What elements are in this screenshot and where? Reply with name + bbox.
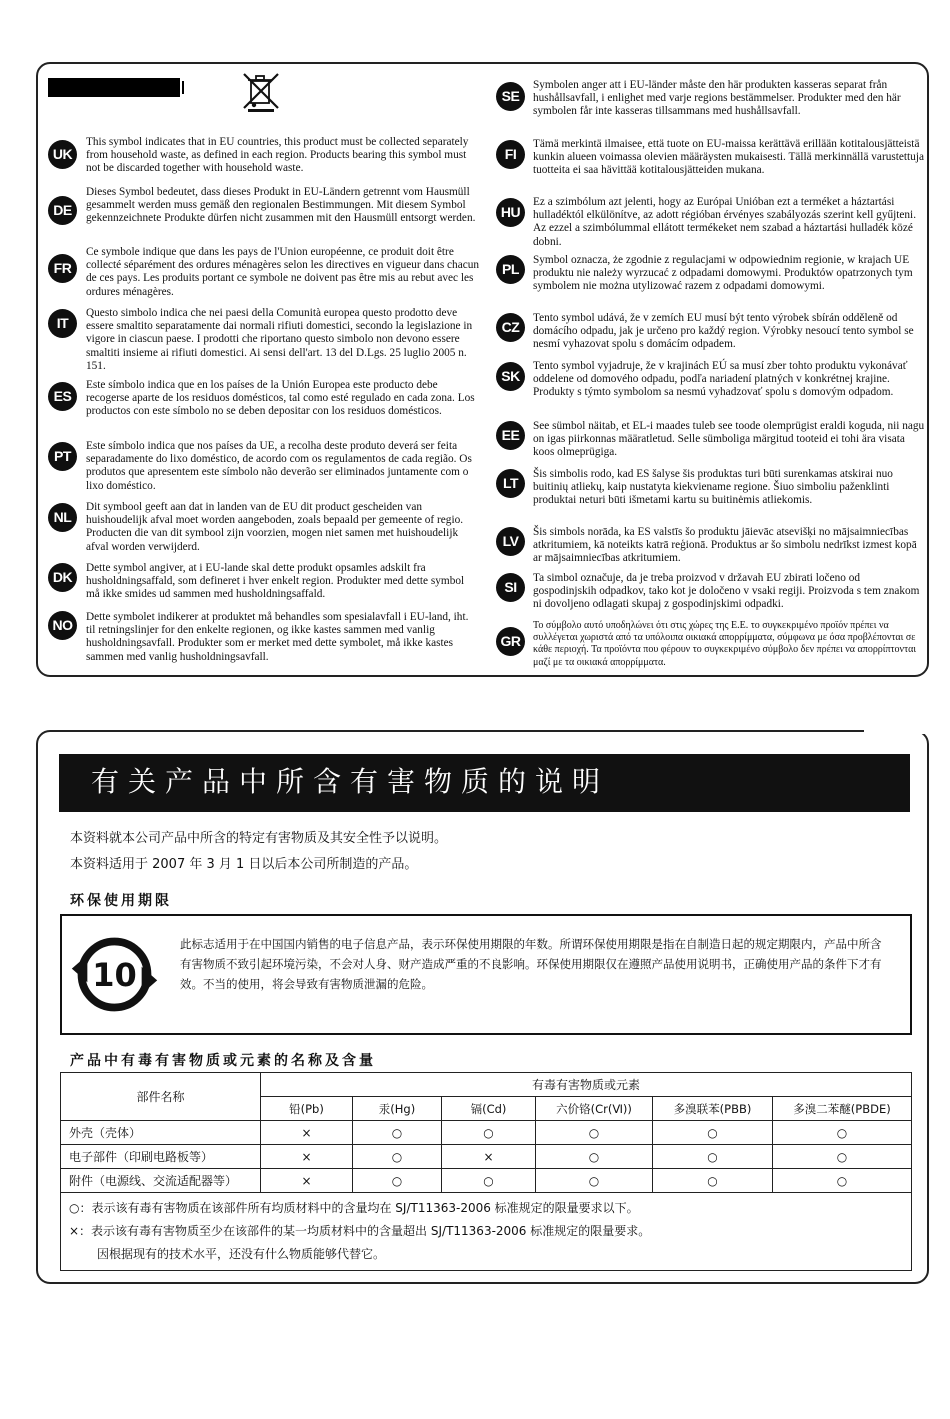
redacted-header-bar xyxy=(48,78,180,97)
mark-cell: ○ xyxy=(536,1121,653,1145)
mark-cell: × xyxy=(261,1121,353,1145)
mark-cell: ○ xyxy=(442,1121,536,1145)
part-name: 外壳（壳体） xyxy=(61,1121,261,1145)
rohs-title: 有关产品中所含有害物质的说明 xyxy=(91,765,610,798)
weee-text-pl: Symbol oznacza, że zgodnie z regulacjami w odpowiednim regionie, w krajach UE produktu nie należy wyrzucać z odpadami domowymi. Produktów opatrzonych tym symbolem nie można utylizować razem z odpadami domowymi. xyxy=(533,254,913,293)
weee-text-dk: Dette symbol angiver, at i EU-lande skal dette produkt opsamles adskilt fra husholdningsaffald, som defineret i hver enkelt region. Produkter med dette symbol må ikke smides ud sammen med husholdningsaffald. xyxy=(86,562,465,601)
substance-header-pb: 铅(Pb) xyxy=(261,1097,353,1121)
mark-cell: ○ xyxy=(536,1145,653,1169)
mark-cell: ○ xyxy=(773,1169,912,1193)
panel-border-gap xyxy=(864,728,934,734)
epup-logo-number: 10 xyxy=(92,956,137,995)
lang-badge-pl: PL xyxy=(496,255,525,284)
epup-10-year-logo-icon xyxy=(66,926,163,1023)
table-row xyxy=(61,1145,912,1169)
lang-badge-sk: SK xyxy=(496,362,525,391)
rohs-intro-1: 本资料就本公司产品中所含的特定有害物质及其安全性予以说明。 xyxy=(70,831,448,846)
weee-text-lt: Šis simbolis rodo, kad ES šalyse šis produktas turi būti surenkamas atskirai nuo buitinių atliekų, kaip nustatyta kiekviename regione. Šiuo simboliu paženklinti produktai neturi būti išmetami kartu su buitinėmis atliekomis. xyxy=(533,468,893,507)
lang-badge-lv: LV xyxy=(496,527,525,556)
mark-cell: ○ xyxy=(353,1145,442,1169)
epup-description: 此标志适用于在中国国内销售的电子信息产品，表示环保使用期限的年数。所谓环保使用期限是指在自制造日起的规定期限内，产品中所含有害物质不致引起环境污染，不会对人身、财产造成严重的不良影响。环保使用期限仅在遵照产品使用说明书，正确使用产品的条件下才有效。不当的使用，将会导致有害物质泄漏的危险。 xyxy=(180,937,882,991)
rohs-title-bar xyxy=(59,754,910,812)
lang-badge-se: SE xyxy=(496,82,525,111)
mark-cell: ○ xyxy=(653,1169,773,1193)
table-notes-row xyxy=(61,1193,912,1271)
mark-cell: ○ xyxy=(773,1121,912,1145)
substance-header-cr6: 六价铬(Cr(Ⅵ)) xyxy=(536,1097,653,1121)
mark-cell: × xyxy=(261,1169,353,1193)
weee-text-hu: Ez a szimbólum azt jelenti, hogy az Európai Unióban ezt a terméket a háztartási hulladéktól elkülönítve, az adott régióban érvényes szabályozás szerint kell gyűjteni. Az ezzel a szimbólummal ellátott termékeket nem szabad a háztartási hulladék közé dobni. xyxy=(533,196,917,248)
epup-heading: 环保使用期限 xyxy=(70,893,172,909)
substance-group-header: 有毒有害物质或元素 xyxy=(261,1073,912,1097)
weee-text-pt: Este símbolo indica que nos países da UE, a recolha deste produto deverá ser feita separadamente do lixo doméstico, de acordo com os regulamentos de cada região. Os produtos que apresentem este símbolo não deverão ser eliminados juntamente com o lixo doméstico. xyxy=(86,440,472,492)
lang-badge-hu: HU xyxy=(496,198,525,227)
weee-text-fr: Ce symbole indique que dans les pays de l'Union européenne, ce produit doit être collecté séparément des ordures ménagères selon les directives en vigueur dans chacun de ces pays. Les produits portant ce symbole ne doivent pas être mis au rebut avec les ordures ménagères. xyxy=(86,246,480,298)
substance-header-hg: 汞(Hg) xyxy=(353,1097,442,1121)
weee-text-sk: Tento symbol vyjadruje, že v krajinách EÚ sa musí zber tohto produktu vykonávať oddelene od domového odpadu, podľa nariadení platných v konkrétnej krajine. Produkty s týmto symbolom sa nesmú vyhadzovať spolu s domovým odpadom. xyxy=(533,360,908,399)
note-circle: ○：表示该有毒有害物质在该部件所有均质材料中的含量均在 SJ/T11363-2006 标准规定的限量要求以下。 xyxy=(69,1201,639,1215)
epup-box xyxy=(60,914,912,1035)
china-rohs-panel xyxy=(36,730,929,1284)
lang-badge-pt: PT xyxy=(48,442,77,471)
lang-badge-lt: LT xyxy=(496,469,525,498)
hazardous-substance-table xyxy=(60,1072,912,1271)
lang-badge-cz: CZ xyxy=(496,313,525,342)
mark-cell: ○ xyxy=(536,1169,653,1193)
lang-badge-nl: NL xyxy=(48,503,77,532)
part-name: 附件（电源线、交流适配器等） xyxy=(61,1169,261,1193)
weee-text-gr: Το σύμβολο αυτό υποδηλώνει ότι στις χώρες της Ε.Ε. το συγκεκριμένο προϊόν πρέπει να συλλέγεται χωριστά από τα υπόλοιπα οικιακά απορρίμματα, σύμφωνα με όσα προβλέπονται σε κάθε περιοχή. Τα προϊόντα που φέρουν το συγκεκριμένο σύμβολο δεν πρέπει να απορρίπτονται μαζί με τα οικιακά απορρίμματα. xyxy=(533,620,917,668)
mark-cell: ○ xyxy=(653,1121,773,1145)
lang-badge-dk: DK xyxy=(48,563,77,592)
substance-header-cd: 镉(Cd) xyxy=(442,1097,536,1121)
table-notes xyxy=(61,1193,912,1271)
lang-badge-gr: GR xyxy=(496,627,525,656)
lang-badge-si: SI xyxy=(496,573,525,602)
crossed-out-wheelie-bin-icon xyxy=(240,72,282,112)
lang-badge-de: DE xyxy=(48,196,77,225)
rohs-intro-2: 本资料适用于 2007 年 3 月 1 日以后本公司所制造的产品。 xyxy=(70,857,418,872)
mark-cell: ○ xyxy=(353,1121,442,1145)
weee-text-uk: This symbol indicates that in EU countries, this product must be collected separately from household waste, as defined in each region. Products bearing this symbol must not be discarded together with household waste. xyxy=(86,136,469,175)
note-no-substitute: 因根据现有的技术水平，还没有什么物质能够代替它。 xyxy=(97,1247,386,1261)
weee-notice-panel xyxy=(36,62,929,677)
weee-text-lv: Šis simbols norāda, ka ES valstīs šo produktu jāievāc atsevišķi no mājsaimniecības atkritumiem, kā noteikts katrā reģionā. Produktus ar šo simbolu nedrīkst izmest kopā ar mājsaimniecības atkritumiem. xyxy=(533,526,917,565)
mark-cell: ○ xyxy=(773,1145,912,1169)
table-header-row xyxy=(61,1073,912,1097)
mark-cell: × xyxy=(261,1145,353,1169)
lang-badge-it: IT xyxy=(48,309,77,338)
weee-text-fi: Tämä merkintä ilmaisee, että tuote on EU-maissa kerättävä erillään kotitalousjätteistä kunkin alueen voimassa olevien määräysten mukaisesti. Tällä merkinnällä varustettuja tuotteita ei saa hävittää kotitalousjätteiden mukana. xyxy=(533,138,924,177)
lang-badge-es: ES xyxy=(48,382,77,411)
weee-text-ee: See sümbol näitab, et EL-i maades tuleb see toode olemprügist eraldi koguda, nii nagu on igas piirkonnas määratletud. Selle sümboliga märgitud tooteid ei tohi ära visata koos olmeprügiga. xyxy=(533,420,925,459)
lang-badge-no: NO xyxy=(48,611,77,640)
weee-text-se: Symbolen anger att i EU-länder måste den här produkten kasseras separat från hushållsavfall, i enlighet med varje regions bestämmelser. Produkter med den här symbolen får inte kasseras tillsammans med hushållsavfall. xyxy=(533,79,901,118)
table-row xyxy=(61,1121,912,1145)
part-name-header: 部件名称 xyxy=(61,1073,261,1121)
lang-badge-ee: EE xyxy=(496,421,525,450)
mark-cell: ○ xyxy=(353,1169,442,1193)
lang-badge-fr: FR xyxy=(48,254,77,283)
weee-text-es: Este símbolo indica que en los países de la Unión Europea este producto debe recogerse aparte de los residuos domésticos, tal como esté regulado en cada zona. Los productos con este símbolo no se deben depositar con los residuos domésticos. xyxy=(86,379,475,418)
mark-cell: ○ xyxy=(442,1169,536,1193)
weee-text-si: Ta simbol označuje, da je treba proizvod v državah EU zbirati ločeno od gospodinjskih odpadkov, tako kot je določeno v vsaki regiji. Proizvoda s tem znakom ni dovoljeno odlagati skupaj z gospodinjskimi odpadki. xyxy=(533,572,920,611)
mark-cell: × xyxy=(442,1145,536,1169)
lang-badge-fi: FI xyxy=(496,140,525,169)
substance-header-pbb: 多溴联苯(PBB) xyxy=(653,1097,773,1121)
note-cross: ×：表示该有毒有害物质至少在该部件的某一均质材料中的含量超出 SJ/T11363-2006 标准规定的限量要求。 xyxy=(69,1224,651,1238)
part-name: 电子部件（印刷电路板等） xyxy=(61,1145,261,1169)
substance-table-heading: 产品中有毒有害物质或元素的名称及含量 xyxy=(70,1053,376,1069)
weee-text-cz: Tento symbol udává, že v zemích EU musí být tento výrobek sbírán odděleně od domácího odpadu, jak je určeno pro každý region. Výrobky nesoucí tento symbol se nesmí vyhazovat spolu s domácím odpadem. xyxy=(533,312,914,351)
weee-text-no: Dette symbolet indikerer at produktet må behandles som spesialavfall i EU-land, iht. til retningslinjer for den enkelte regionen, og ikke kastes sammen med vanlig husholdningsavfall. Produkter som er merket med dette symbolet, må ikke kastes sammen med vanlig husholdningsavfall. xyxy=(86,611,469,663)
weee-text-de: Dieses Symbol bedeutet, dass dieses Produkt in EU-Ländern getrennt vom Hausmüll gesammelt werden muss gemäß den regionalen Bestimmungen. Mit diesem Symbol gekennzeichnete Produkte dürfen nicht zusammen mit den Hausmüll entsorgt werden. xyxy=(86,186,476,225)
substance-header-pbde: 多溴二苯醚(PBDE) xyxy=(773,1097,912,1121)
weee-text-it: Questo simbolo indica che nei paesi della Comunità europea questo prodotto deve essere smaltito separatamente dai normali rifiuti domestici, secondo la legislazione in vigore in ciascun paese. I prodotti che riportano questo simbolo non devono essere smaltiti insieme ai rifiuti domestici. Ai sensi dell'art. 13 del D.Lgs. 25 luglio 2005 n. 151. xyxy=(86,307,473,372)
weee-text-nl: Dit symbool geeft aan dat in landen van de EU dit product gescheiden van huishoudelijk afval moet worden aangeboden, zoals bepaald per gemeente of regio. Producten die van dit symbool zijn voorzien, mogen niet samen met huishoudelijk afval worden verwijderd. xyxy=(86,501,464,553)
mark-cell: ○ xyxy=(653,1145,773,1169)
lang-badge-uk: UK xyxy=(48,140,77,169)
table-row xyxy=(61,1169,912,1193)
